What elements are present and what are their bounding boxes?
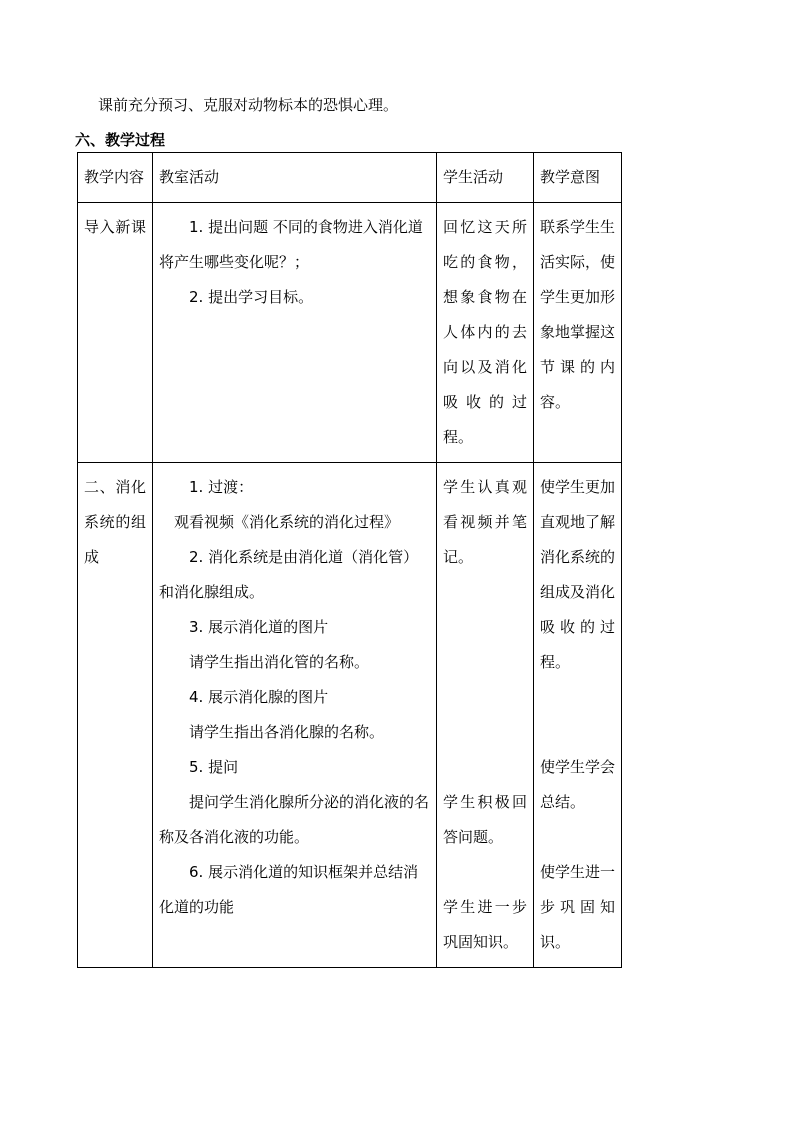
- row1-content: 导入新课: [78, 203, 153, 463]
- row2-teacher-line: 5. 提问: [189, 758, 239, 776]
- table-header-row: [78, 153, 622, 203]
- intro-text: 课前充分预习、克服对动物标本的恐惧心理。: [98, 96, 399, 114]
- row2-teacher-line: 4. 展示消化腺的图片: [189, 688, 329, 706]
- row2-teacher: [153, 463, 437, 968]
- row2-teacher-line: 提问学生消化腺所分泌的消化液的名称及各消化液的功能。: [159, 793, 430, 846]
- row2-student: [437, 463, 534, 968]
- row2-student-block: 学生认真观看视频并笔记。: [443, 478, 527, 566]
- row1-intent: 联系学生生活实际，使学生更加形象地掌握这节课的内容。: [534, 203, 622, 463]
- row2-teacher-line: 请学生指出各消化腺的名称。: [189, 723, 385, 741]
- header-teacher: 教室活动: [153, 153, 437, 203]
- row2-teacher-line: 3. 展示消化道的图片: [189, 618, 329, 636]
- section-heading: 六、教学过程: [75, 131, 166, 149]
- row2-teacher-line: 2. 消化系统是由消化道（消化管）和消化腺组成。: [159, 548, 419, 601]
- row1-teacher-line: 1. 提出问题 不同的食物进入消化道将产生哪些变化呢？；: [159, 218, 423, 271]
- row2-intent: [534, 463, 622, 968]
- row2-teacher-line: 1. 过渡：: [189, 478, 254, 496]
- row2-content: 二、消化系统的组成: [78, 463, 153, 968]
- row1-teacher: [153, 203, 437, 463]
- row2-student-block: 学生积极回答问题。: [443, 793, 527, 846]
- row1-student: 回忆这天所吃的食物，想象食物在人体内的去向以及消化吸收的过程。: [437, 203, 534, 463]
- row2-teacher-line: 请学生指出消化管的名称。: [189, 653, 370, 671]
- teaching-process-table: [77, 152, 622, 968]
- row1-teacher-line: 2. 提出学习目标。: [189, 288, 314, 306]
- row2-teacher-line: 6. 展示消化道的知识框架并总结消化道的功能: [159, 863, 419, 916]
- row2-teacher-line: 观看视频《消化系统的消化过程》: [174, 513, 400, 531]
- header-content: 教学内容: [78, 153, 153, 203]
- row2-intent-block: 使学生更加直观地了解消化系统的组成及消化吸收的过程。: [540, 478, 616, 671]
- header-intent: 教学意图: [534, 153, 622, 203]
- row2-intent-block: 使学生学会总结。: [540, 758, 616, 811]
- row2-intent-block: 使学生进一步巩固知识。: [540, 863, 616, 951]
- header-student: 学生活动: [437, 153, 534, 203]
- table-row: [78, 463, 622, 968]
- row2-student-block: 学生进一步巩固知识。: [443, 898, 527, 951]
- table-row: [78, 203, 622, 463]
